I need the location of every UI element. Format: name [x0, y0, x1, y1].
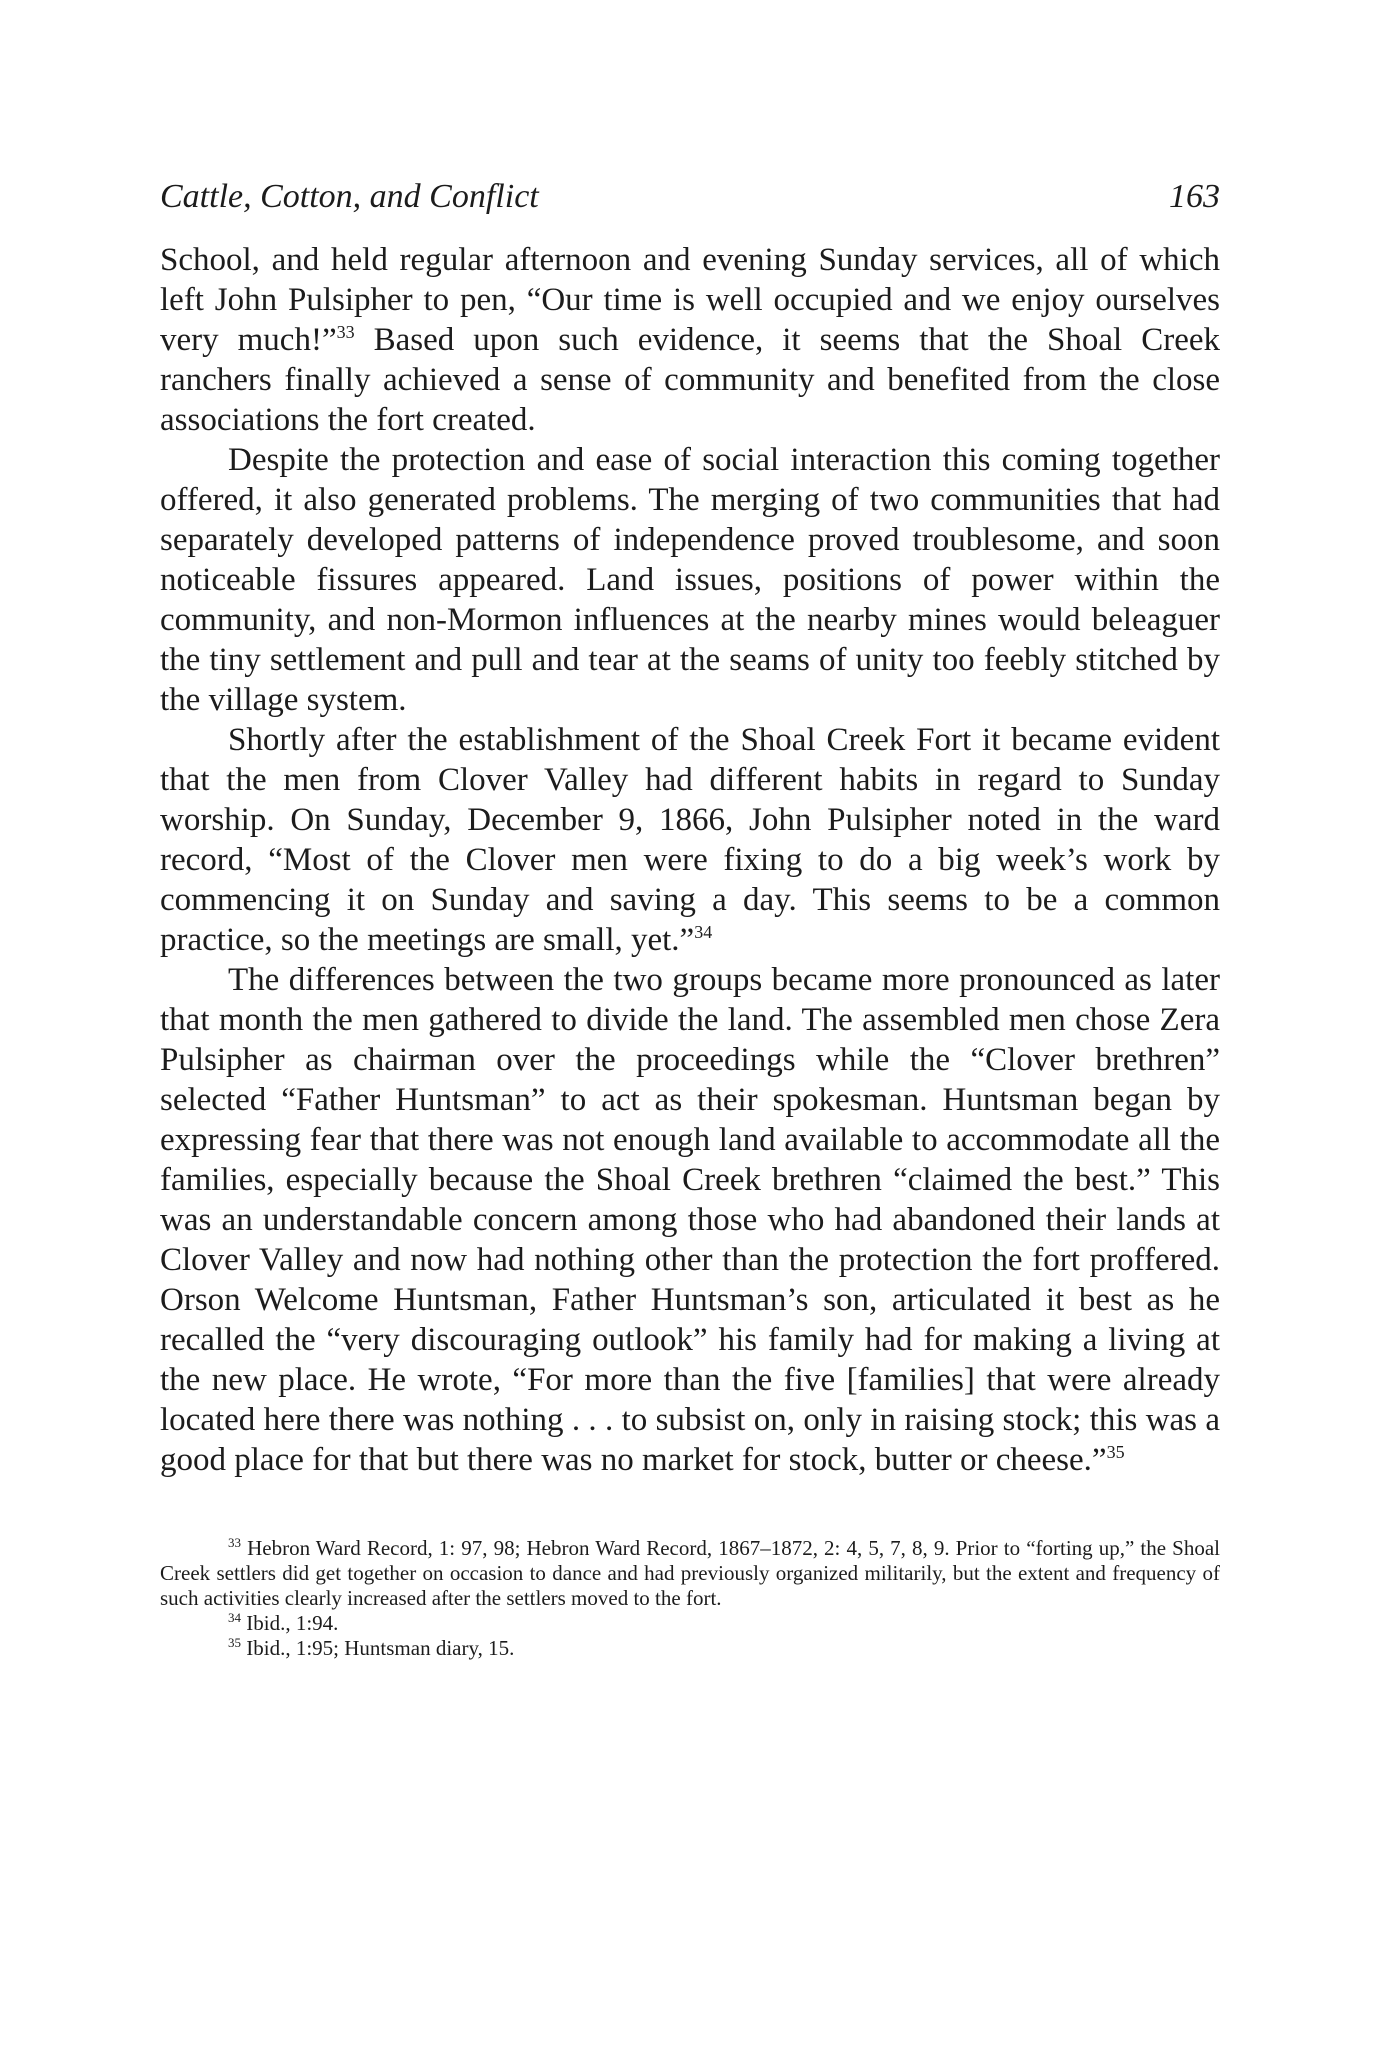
paragraph-2: Despite the protection and ease of social interaction this coming together offered, it also generated problems. The merging of two communities that had separately developed patterns of independence proved troublesome, and soon noticeable fissures appeared. Land issues, positions of power within the community, and non-Mormon influences at the nearby mines would beleaguer the tiny settlement and pull and tear at the seams of unity too feebly stitched by the village system. [160, 442, 1220, 718]
footnote-number: 35 [228, 1635, 241, 1650]
footnote-ref-34: 34 [694, 922, 713, 942]
body-text [160, 240, 1220, 1480]
paragraph-1 [160, 240, 1220, 440]
footnote-number: 33 [228, 1535, 241, 1550]
footnote-34 [160, 1611, 1220, 1636]
paragraph-text: The differences between the two groups became more pronounced as later that month the men gathered to divide the land. The assembled men chose Zera Pulsipher as chairman over the proceedings while the “Clover brethren” selected “Father Huntsman” to act as their spokesman. Huntsman began by expressing fear that there was not enough land available to accommodate all the families, especially because the Shoal Creek brethren “claimed the best.” This was an understandable concern among those who had abandoned their lands at Clover Valley and now had nothing other than the protection the fort proffered. Orson Welcome Huntsman, Father Huntsman’s son, articulated it best as he recalled the “very discouraging outlook” his family had for making a living at the new place. He wrote, “For more than the five [families] that were already located here there was nothing . . . to subsist on, only in raising stock; this was a good place for that but there was no market for stock, butter or cheese.” [160, 962, 1220, 1478]
paragraph-text: Shortly after the establishment of the Shoal Creek Fort it became evident that the men from Clover Valley had different habits in regard to Sunday worship. On Sunday, December 9, 1866, John Pulsipher noted in the ward record, “Most of the Clover men were fixing to do a big week’s work by commencing it on Sunday and saving a day. This seems to be a common practice, so the meetings are small, yet.” [160, 722, 1220, 958]
paragraph-4 [160, 960, 1220, 1480]
footnote-35 [160, 1636, 1220, 1661]
footnote-text: Hebron Ward Record, 1: 97, 98; Hebron Ward Record, 1867–1872, 2: 4, 5, 7, 8, 9. Prior to “forting up,” the Shoal Creek settlers did get together on occasion to dance and had previously organized militarily, but the extent and frequency of such activities clearly increased after the settlers moved to the fort. [160, 1536, 1221, 1610]
book-page [160, 178, 1220, 1661]
footnote-text: Ibid., 1:95; Huntsman diary, 15. [246, 1636, 515, 1660]
paragraph-text: School, and held regular afternoon and evening Sunday services, all of which left John Pulsipher to pen, “Our time is well occupied and we enjoy ourselves very much!” [160, 242, 1220, 358]
running-title: Cattle, Cotton, and Conflict [160, 178, 539, 215]
page-number: 163 [1169, 178, 1220, 215]
footnote-ref-35: 35 [1106, 1442, 1125, 1462]
paragraph-text: Based upon such evidence, it seems that the Shoal Creek ranchers finally achieved a sense of community and benefited from the close associations the fort created. [160, 322, 1220, 438]
paragraph-3 [160, 720, 1220, 960]
footnote-number: 34 [228, 1610, 241, 1625]
footnotes [160, 1536, 1220, 1661]
footnote-text: Ibid., 1:94. [246, 1611, 339, 1635]
running-head [160, 178, 1220, 216]
footnote-33 [160, 1536, 1220, 1611]
footnote-ref-33: 33 [336, 322, 355, 342]
